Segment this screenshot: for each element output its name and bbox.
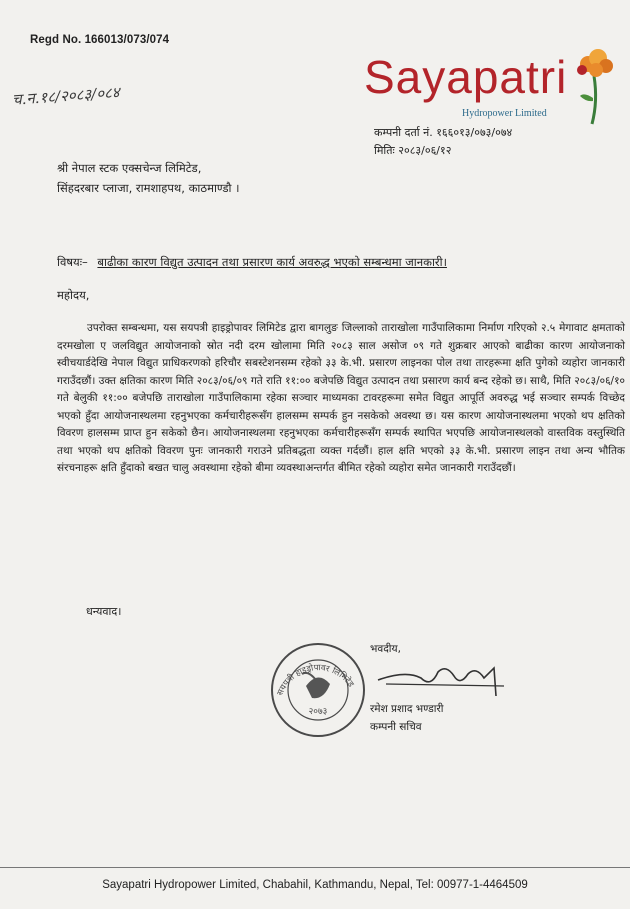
company-reg-line: कम्पनी दर्ता नं. १६६०१३/०७३/०७४	[374, 126, 513, 139]
signatory-name: रमेश प्रशाद भण्डारी	[370, 703, 444, 715]
company-logo	[364, 46, 614, 126]
letter-body: उपरोक्त सम्बन्धमा, यस सयपत्री हाइड्रोपावर लिमिटेड द्वारा बागलुङ जिल्लाको ताराखोला गाउँपालिकामा निर्माण गरिएको २.५ मेगावाट क्षमताको दरमखोला ए जलविद्युत आयोजनाको स्रोत नदी दरम खोलामा मिति २०८३ साल असोज ०९ गते शुक्रबार आएको बाढीका कारण आयोजनाको स्वीचयार्डदेखि नेपाल विद्युत प्राधिकरणको हरिचौर सबस्टेशनसम्म रहेको ३३ के.भी. प्रसारण लाइनका पोल तथा तारहरूमा क्षति पुगेको व्यहोरा जानकारी गराउँदछौं। उक्त क्षतिका कारण मिति २०८३/०६/०९ गते राति ११:०० बजेपछि विद्युत उत्पादन तथा प्रसारण कार्य बन्द रहेको छ। साथै, मिति २०८३/०६/१० गते बेलुकी ११:०० बजेपछि ताराखोला गाउँपालिकामा रहेका सञ्चार माध्यमका टावरहरूमा समेत विद्युत आपूर्ति अवरुद्ध भई सञ्चार सम्पर्क विच्छेद भएको हुँदा आयोजनास्थलमा रहनुभएका कर्मचारीहरूसँग हालसम्म सम्पर्क हुन नसकेको अवस्था छ। यस कारण आयोजनास्थलमा भएको थप क्षतिको विवरण हालसम्म प्राप्त हुन सकेको छैन। आयोजनास्थलमा रहनुभएका कर्मचारीहरूसँग सम्पर्क स्थापित भएपछि आयोजनास्थलको वास्तविक वस्तुस्थिति तथा भएको थप क्षतिको विवरण पुनः जानकारी गराउने प्रतिबद्धता व्यक्त गर्दछौं। हाल क्षति भएको ३३ के.भी. प्रसारण लाइन तथा अन्य भौतिक संरचनाहरू क्षति हुँदाको बखत चालु अवस्थामा रहेको बीमा व्यवस्थाअन्तर्गत बीमित रहेको व्यहोरा समेत जानकारी गराउँदछौं।	[57, 322, 626, 474]
subject-text: बाढीका कारण विद्युत उत्पादन तथा प्रसारण कार्य अवरुद्ध भएको सम्बन्धमा जानकारी।	[97, 255, 447, 269]
company-seal	[268, 640, 368, 740]
logo-subtitle: Hydropower Limited	[462, 108, 547, 119]
addressee-line-2: सिंहदरबार प्लाजा, रामशाहपथ, काठमाण्डौ ।	[57, 181, 240, 195]
signature-closing: भवदीय,	[370, 643, 401, 655]
thanks-line: धन्यवाद।	[86, 605, 122, 618]
seal-year: २०७३	[308, 707, 328, 717]
signatory-title: कम्पनी सचिव	[370, 721, 422, 733]
footer-divider	[0, 867, 630, 868]
subject-label: विषयः–	[57, 255, 88, 269]
salutation: महोदय,	[57, 288, 90, 302]
handwritten-reference: च.न.१८/२०८३/०८४	[11, 83, 121, 109]
addressee-block	[57, 158, 240, 198]
company-reg-block	[374, 124, 512, 160]
handwritten-signature	[376, 660, 511, 700]
seal-text: सयपत्री हाइड्रोपावर लिमिटेड	[275, 663, 356, 698]
marigold-flower-icon	[574, 46, 616, 126]
logo-wordmark: Sayapatri	[364, 51, 568, 103]
letter-date: मितिः २०८३/०६/१२	[374, 144, 452, 157]
footer-address: Sayapatri Hydropower Limited, Chabahil, Kathmandu, Nepal, Tel: 00977-1-4464509	[102, 879, 528, 891]
subject-line	[57, 255, 447, 270]
registration-number: Regd No. 166013/073/074	[30, 34, 170, 46]
addressee-line-1: श्री नेपाल स्टक एक्सचेन्ज लिमिटेड,	[57, 161, 202, 175]
